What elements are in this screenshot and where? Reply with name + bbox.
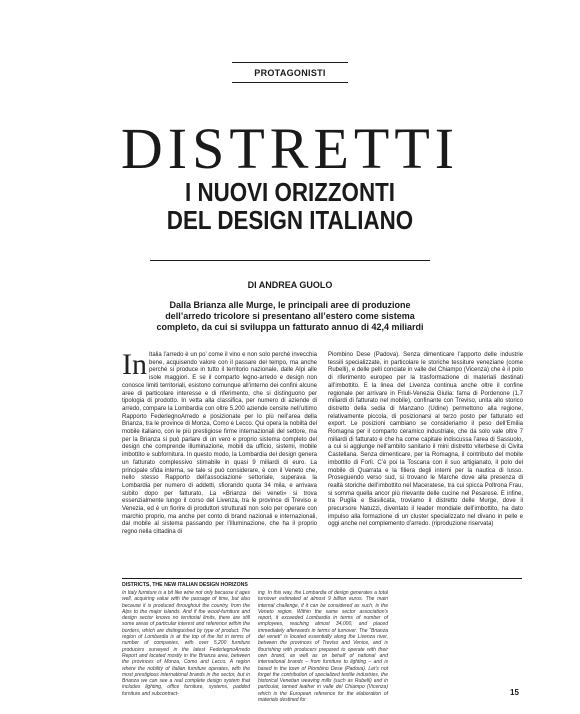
summary-column-2: ing. In this way, the Lombardia of design generates a total turnover estimated at almost 9 billion euros. The main internal challenge, if it can be considered as such, is the Veneto region. Within the same sector association’s report, it exceeded Lombardia in terms of number of employees, reaching almost 34,000, and placed immediately afterwards in terms of turnover. The “Brianza dei veneti” is located essentially along the Livenza river, between the provinces of Treviso and Venice, and is flourishing with producers prepared to operate with their own brand, as well as on behalf of national and international brands – from furniture to lighting – and is based in the town of Piombino Dese (Padova). Let’s not forget the contribution of specialized textile industries, the historical Venetian weaving mills (such as Rubelli) and in particular, tanned leather in valle del Chiampo (Vicenza) which is the European reference for the elaboration of materials destined for [258, 590, 388, 704]
body-column-right [328, 352, 523, 529]
top-rule [232, 62, 348, 63]
byline: DI ANDREA GUOLO [247, 280, 333, 290]
footer-rule [122, 578, 522, 579]
body-text-left: Italia l’arredo è un po’ come il vino e non solo perché invecchia bene, acquisendo valore con il passare del tempo, ma anche perché si produce in tutto il territorio nazionale, dalle Alpi alle isole maggiori. E se il comparto legno-arredo e design non conosce limiti territoriali, esistono comunque all’interno dei confini alcune aree di particolare interesse e di riferimento, che si distinguono per tipologia di prodotto. In vetta alla classifica, per numero di aziende di arredo, compare la Lombardia con oltre 5.200 aziende censite nell’ultimo Rapporto FederlegnoArredo e posizionate per lo più nell’area della Brianza, tra le province di Monza, Como e Lecco. Qui opera la nobiltà del mobile italiano, con le più prestigiose firme internazionali del settore, ma per la Brianza si può parlare di un vero e proprio sistema completo del design che comprende illuminazione, mobili da ufficio, sistemi, mobile imbottito e subfornitura. In questo modo, la Lombardia del design genera un fatturato complessivo stimabile in quasi 9 miliardi di euro. La principale sfida interna, se tale si può considerare, è con il Veneto che, nello stesso Rapporto dell’associazione settoriale, superava la Lombardia per numero di addetti, sfiorando quota 34 mila, e arrivava subito dopo per fatturato. La «Brianza dei veneti» si trova essenzialmente lungo il corso del Livenza, tra le province di Treviso e Venezia, ed è un fiorire di produttori strutturati non solo per operare con marchio proprio, ma anche per conto di brand nazionali e internazionali, dal mobile al sistema passando per l’illuminazione, che ha il proprio regno nella cittadina di [122, 352, 317, 536]
article-title: DISTRETTI [120, 116, 460, 181]
header-rule [232, 82, 348, 83]
body-column-left [122, 348, 317, 537]
dropcap: In [122, 348, 147, 381]
section-label: PROTAGONISTI [254, 68, 326, 78]
summary-column-1: In Italy furniture is a bit like wine not only because it ages well, acquiring value with the passage of time, but also because it is produced throughout the country, from the Alps to the major islands. And if the wood-furniture and design sector knows no territorial limits, there are still some areas of particular interest and reference within the borders, which are distinguished by type of product. The region of Lombardia is at the top of the list in terms of number of companies, with over 5,200 furniture producers surveyed in the latest FederlegnoArredo Report and located mostly in the Brianza area, between the provinces of Monza, Como and Lecco. A region where the nobility of Italian furniture operates, with the most prestigious international brands in the sector, but in Brianza we can see a real complete design system that includes lighting, office furniture, systems, padded furniture and subcontract- [122, 590, 250, 697]
article-subtitle-line1: I NUOVI ORIZZONTI [185, 177, 395, 207]
article-lead: Dalla Brianza alle Murge, le principali aree di produzione dell’arredo tricolore si presentano all’estero come sistema completo, da cui si sviluppa un fatturato annuo di 42,4 miliardi [156, 300, 424, 332]
article-subtitle-line2: DEL DESIGN ITALIANO [166, 205, 414, 235]
byline-rule [150, 260, 430, 261]
page-number: 15 [510, 688, 519, 697]
body-text-right: Piombino Dese (Padova). Senza dimenticare l’apporto delle industrie tessili specializzate, in particolare le storiche tessiture veneziane (come Rubelli), e delle pelli conciate in valle del Chiampo (Vicenza) che è il polo di riferimento europeo per la trasformazione di materiali destinati all’imbottito. E la linea del Livenza continua anche oltre il confine regionale per arrivare in Friuli-Venezia Giulia: fama di Pordenone (1,7 miliardi di fatturato nel mobile), confinante con Treviso, unita allo storico distretto della sedia di Manzano (Udine) permettono alla regione, relativamente piccola, di posizionarsi al terzo posto per fatturato ed export. Le posizioni cambiano se consideriamo il peso dell’Emilia Romagna per il comparto ceramico industriale, che da solo vale oltre 7 miliardi di fatturato e che ha come capitale indiscussa l’area di Sassuolo, a cui si aggiunge nell’ambito sanitario il mini distretto viterbese di Civita Castellana. Senza dimenticare, per la Romagna, il contributo del mobile imbottito di Forlì. C’è poi la Toscana con il suo artigianato, il polo del mobile di Quarrata e la filiera degli interni per la nautica di lusso. Proseguendo verso sud, si trovano le Marche dove alla presenza di realtà storiche dell’imbottito nel Maceratese, tra cui spicca Poltrona Frau, si somma quella ancor più rilevante delle cucine nel Pesarese. E infine, tra Puglia e Basilicata, troviamo il distretto delle Murge, dove il precursore Natuzzi, diventato il leader mondiale dell’imbottito, ha dato impulso alla formazione di un cluster specializzato nel divano in pelle e oggi anche nel complemento d’arredo. (riproduzione riservata) [328, 352, 523, 528]
summary-title: DISTRICTS, THE NEW ITALIAN DESIGN HORIZONS [122, 582, 248, 588]
